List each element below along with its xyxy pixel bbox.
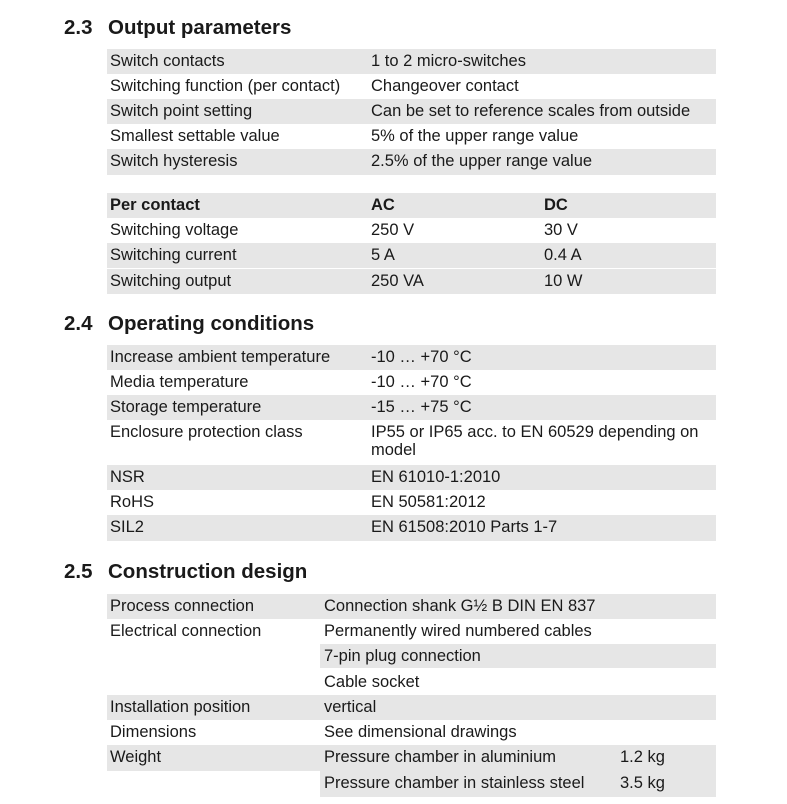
table-header-row (107, 193, 716, 218)
row-label: Switching current (110, 246, 237, 264)
row-label: SIL2 (110, 518, 144, 536)
section-title: Construction design (108, 560, 308, 583)
table-row (107, 345, 716, 370)
row-value: EN 61508:2010 Parts 1-7 (371, 518, 558, 536)
section-title: Output parameters (108, 16, 292, 39)
table-row (107, 395, 716, 420)
table-row (107, 268, 716, 294)
contact-ratings-table (107, 193, 716, 294)
table-row (107, 218, 716, 243)
row-value: -10 … +70 °C (371, 373, 472, 391)
row-value: Permanently wired numbered cables (324, 622, 592, 640)
table-row (107, 745, 716, 771)
section-title: Operating conditions (108, 312, 315, 335)
table-row (107, 243, 716, 268)
row-value: Pressure chamber in aluminium (324, 748, 557, 766)
row-label: Switch contacts (110, 52, 225, 70)
row-label: NSR (110, 468, 145, 486)
row-value: 7-pin plug connection (324, 647, 481, 665)
table-row (107, 771, 716, 797)
row-label: Weight (110, 748, 162, 766)
row-value: See dimensional drawings (324, 723, 517, 741)
row-label: RoHS (110, 493, 155, 511)
table-row (107, 149, 716, 175)
row-label: Media temperature (110, 373, 249, 391)
row-value: -10 … +70 °C (371, 348, 472, 366)
output-parameters-table (107, 49, 716, 175)
row-ac-value: 250 VA (371, 272, 424, 290)
column-header-per-contact: Per contact (110, 196, 200, 214)
row-value: 2.5% of the upper range value (371, 152, 593, 170)
section-heading-construction-design (64, 560, 307, 584)
column-header-ac: AC (371, 196, 395, 214)
table-row (107, 670, 716, 695)
section-number: 2.3 (64, 16, 93, 39)
table-row (107, 49, 716, 74)
row-label: Enclosure protection class (110, 423, 303, 441)
row-label: Switching function (per contact) (110, 77, 341, 95)
row-value: EN 50581:2012 (371, 493, 486, 511)
table-row (107, 515, 716, 541)
row-value: 5% of the upper range value (371, 127, 579, 145)
row-label: Dimensions (110, 723, 197, 741)
row-label: Switching voltage (110, 221, 239, 239)
table-row (107, 720, 716, 745)
row-value: Changeover contact (371, 77, 519, 95)
row-label: Electrical connection (110, 622, 262, 640)
row-value: Can be set to reference scales from outside (371, 102, 691, 120)
row-value: EN 61010-1:2010 (371, 468, 501, 486)
table-row (107, 124, 716, 149)
row-ac-value: 250 V (371, 221, 415, 239)
table-row (107, 465, 716, 490)
construction-design-table (107, 594, 716, 797)
section-heading-output-parameters (64, 16, 291, 40)
row-label: Installation position (110, 698, 251, 716)
section-heading-operating-conditions (64, 312, 314, 336)
row-value: -15 … +75 °C (371, 398, 472, 416)
row-label: Switch hysteresis (110, 152, 238, 170)
row-label: Increase ambient temperature (110, 348, 331, 366)
table-row (107, 594, 716, 619)
table-row (107, 420, 716, 465)
row-value: 1 to 2 micro-switches (371, 52, 526, 70)
table-row (107, 99, 716, 124)
row-label: Process connection (110, 597, 254, 615)
row-value: vertical (324, 698, 377, 716)
row-dc-value: 30 V (544, 221, 578, 239)
section-number: 2.4 (64, 312, 93, 335)
row-dc-value: 0.4 A (544, 246, 582, 264)
row-label: Smallest settable value (110, 127, 280, 145)
row-value: Cable socket (324, 673, 420, 691)
row-ac-value: 5 A (371, 246, 395, 264)
table-row (107, 74, 716, 99)
table-row (107, 619, 716, 644)
row-dc-value: 10 W (544, 272, 583, 290)
table-row (107, 644, 716, 670)
row-value: IP55 or IP65 acc. to EN 60529 depending on model (371, 423, 699, 459)
table-row (107, 695, 716, 720)
row-weight-value: 1.2 kg (620, 748, 665, 766)
row-weight-value: 3.5 kg (620, 774, 665, 792)
row-value: Connection shank G½ B DIN EN 837 (324, 597, 596, 615)
row-label: Switching output (110, 272, 232, 290)
table-row (107, 370, 716, 395)
column-header-dc: DC (544, 196, 568, 214)
operating-conditions-table (107, 345, 716, 541)
row-label: Storage temperature (110, 398, 262, 416)
table-row (107, 490, 716, 515)
section-number: 2.5 (64, 560, 93, 583)
row-label: Switch point setting (110, 102, 253, 120)
row-value: Pressure chamber in stainless steel (324, 774, 585, 792)
